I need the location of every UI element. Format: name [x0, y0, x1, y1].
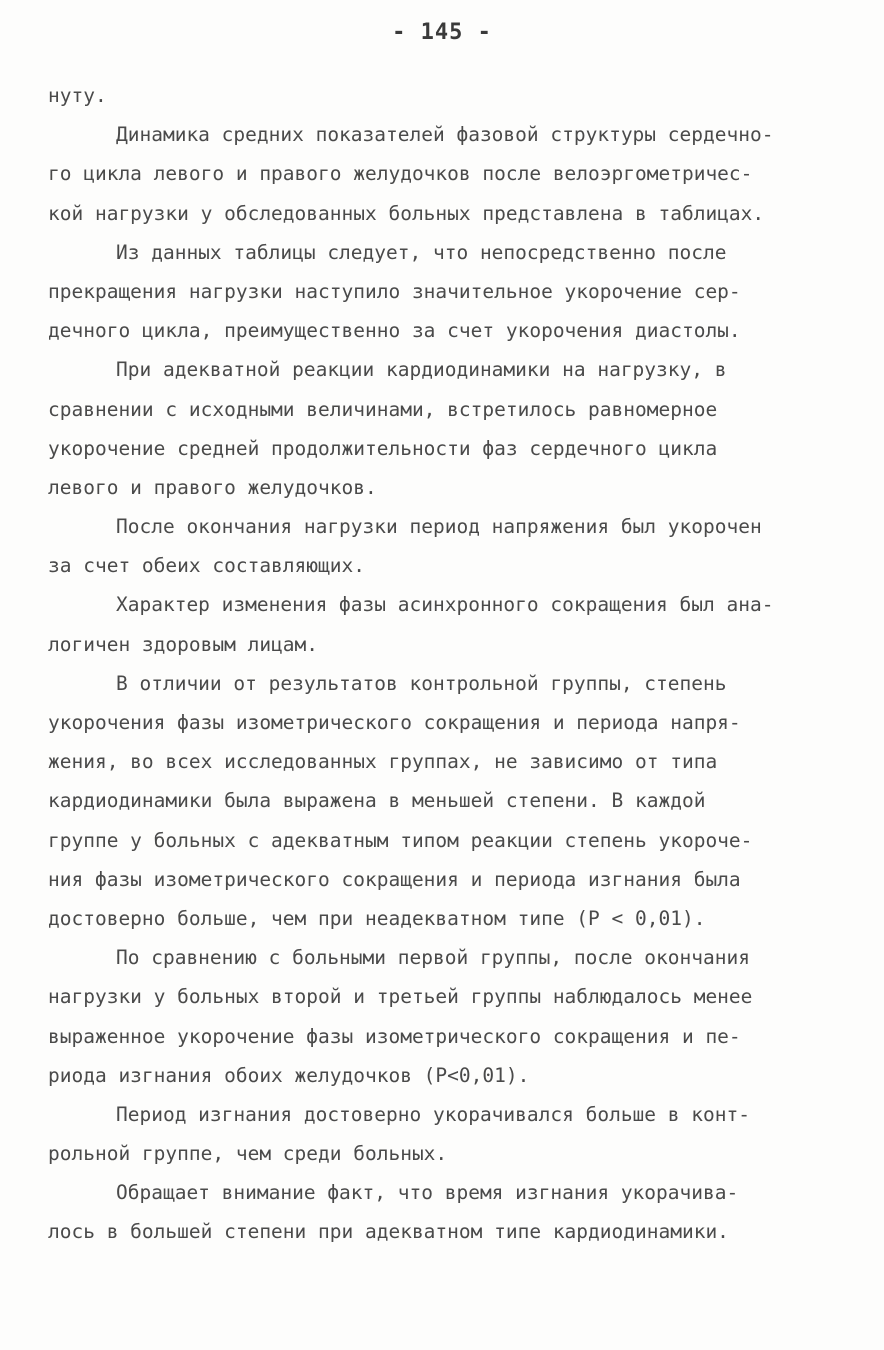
text-line: Обращает внимание факт, что время изгнания укорачива- [116, 1181, 739, 1205]
text-line: При адекватной реакции кардиодинамики на нагрузку, в [116, 358, 727, 382]
text-line: ния фазы изометрического сокращения и периода изгнания была [48, 867, 741, 891]
paragraph [48, 664, 848, 938]
paragraph [48, 115, 848, 233]
text-line: укорочения фазы изометрического сокращения и периода напря- [48, 711, 741, 734]
text-line: жения, во всех исследованных группах, не зависимо от типа [48, 750, 718, 774]
text-line: левого и правого желудочков. [48, 475, 377, 499]
text-line: логичен здоровым лицам. [48, 632, 319, 656]
text-line: Период изгнания достоверно укорачивался больше в конт- [116, 1102, 750, 1126]
paragraph [48, 1095, 848, 1173]
paragraph [48, 350, 848, 507]
text-line: Характер изменения фазы асинхронного сокращения был ана- [116, 593, 774, 617]
text-line: Из данных таблицы следует, что непосредственно после [116, 240, 727, 264]
text-line: кардиодинамики была выражена в меньшей степени. В каждой [48, 789, 706, 813]
text-line: го цикла левого и правого желудочков после велоэргометричес- [48, 162, 753, 186]
text-line: прекращения нагрузки наступило значительное укорочение сер- [48, 279, 741, 303]
text-line: выраженное укорочение фазы изометрического сокращения и пе- [48, 1024, 741, 1048]
text-line: риода изгнания обоих желудочков (Р<0,01). [48, 1063, 530, 1087]
page-number: - 145 - [392, 20, 492, 45]
text-line: По сравнению с больными первой группы, после окончания [116, 946, 750, 970]
paragraph [48, 1173, 848, 1251]
paragraph [48, 938, 848, 1095]
text-line: укорочение средней продолжительности фаз сердечного цикла [48, 436, 718, 460]
paragraph [48, 507, 848, 585]
text-line: дечного цикла, преимущественно за счет укорочения диастолы. [48, 319, 741, 343]
text-line: рольной группе, чем среди больных. [48, 1142, 448, 1166]
text-line: кой нагрузки у обследованных больных представлена в таблицах. [48, 201, 765, 225]
paragraph [48, 585, 848, 663]
paragraph [48, 233, 848, 351]
text-line: за счет обеих составляющих. [48, 554, 365, 578]
text-line: достоверно больше, чем при неадекватном типе (Р < 0,01). [48, 906, 706, 930]
text-line: Динамика средних показателей фазовой структуры сердечно- [116, 123, 774, 147]
document-body [48, 76, 848, 1252]
text-line: группе у больных с адекватным типом реакции степень укороче- [48, 828, 753, 852]
text-line: нуту. [48, 84, 107, 107]
paragraph [48, 76, 848, 115]
text-line: В отличии от результатов контрольной группы, степень [116, 671, 727, 695]
text-line: После окончания нагрузки период напряжения был укорочен [116, 515, 762, 539]
text-line: лось в большей степени при адекватном типе кардиодинамики. [48, 1220, 729, 1244]
text-line: нагрузки у больных второй и третьей группы наблюдалось менее [48, 985, 753, 1009]
text-line: сравнении с исходными величинами, встретилось равномерное [48, 397, 718, 421]
